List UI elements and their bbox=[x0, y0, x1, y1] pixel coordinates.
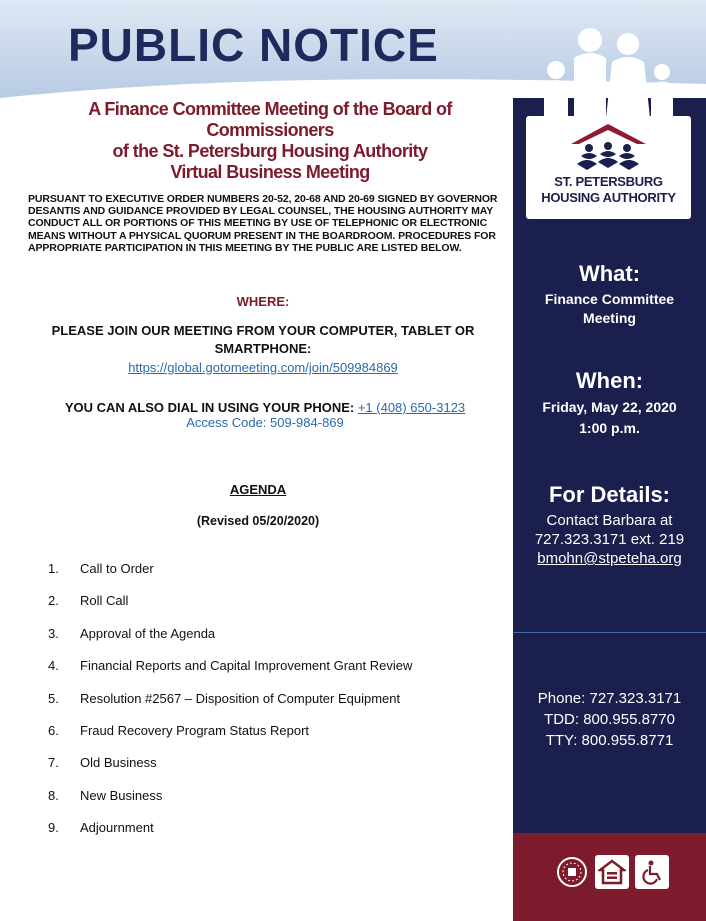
meeting-title-line: A Finance Committee Meeting of the Board of bbox=[88, 99, 452, 119]
details-email-link[interactable]: bmohn@stpeteha.org bbox=[537, 550, 682, 567]
agenda-item-number: 3. bbox=[48, 625, 59, 641]
details-label: For Details: bbox=[548, 482, 671, 507]
what-line: Finance Committee bbox=[544, 291, 675, 307]
footer-icons bbox=[555, 855, 669, 889]
agenda-item bbox=[48, 788, 488, 820]
agenda-item-label: New Business bbox=[80, 787, 163, 803]
agenda-item-number: 8. bbox=[48, 787, 59, 803]
contact-tdd: TDD: 800.955.8770 bbox=[544, 711, 675, 728]
logo-line: ST. PETERSBURG bbox=[554, 174, 663, 189]
agenda-item bbox=[48, 755, 488, 787]
agenda-item bbox=[48, 658, 488, 690]
agenda-item-number: 5. bbox=[48, 690, 59, 706]
pursuant-paragraph: PURSUANT TO EXECUTIVE ORDER NUMBERS 20-52, 20-68 AND 20-69 SIGNED BY GOVERNOR DESANTIS AND GUIDANCE PROVIDED BY LEGAL COUNSEL, THE HOUSING AUTHORITY MAY CONDUCT ALL OR PORTIONS OF THIS MEETING BY USE OF TELEPHONIC OR ELECTRONIC MEANS WITHOUT A PHYSICAL QUORUM PRESENT IN THE BOARDROOM. PROCEDURES FOR APPROPRIATE PARTICIPATION IN THIS MEETING BY THE PUBLIC ARE LISTED BELOW. bbox=[28, 193, 498, 254]
agenda-item bbox=[48, 561, 488, 593]
agenda-item-number: 4. bbox=[48, 658, 59, 674]
agenda-item bbox=[48, 626, 488, 658]
agenda-item-label: Financial Reports and Capital Improvement Grant Review bbox=[80, 658, 413, 674]
where-label: WHERE: bbox=[236, 294, 290, 309]
sidebar-divider bbox=[513, 632, 706, 633]
what-label: What: bbox=[578, 261, 641, 286]
agenda-heading: AGENDA bbox=[229, 482, 287, 497]
agenda-item-number: 6. bbox=[48, 722, 59, 738]
page-title: PUBLIC NOTICE bbox=[68, 19, 439, 71]
dial-in-line bbox=[28, 400, 502, 415]
details-line: Contact Barbara at bbox=[546, 512, 673, 529]
join-line: PLEASE JOIN OUR MEETING FROM YOUR COMPUTER, TABLET OR bbox=[51, 323, 475, 338]
contact-tty: TTY: 800.955.8771 bbox=[545, 732, 674, 749]
what-line: Meeting bbox=[583, 310, 636, 326]
hud-seal-icon bbox=[555, 855, 589, 889]
agenda-item-number: 9. bbox=[48, 820, 59, 836]
when-label: When: bbox=[575, 368, 644, 393]
agenda-item-label: Approval of the Agenda bbox=[80, 625, 216, 641]
agenda-item-number: 1. bbox=[48, 561, 59, 576]
dial-in-text: YOU CAN ALSO DIAL IN USING YOUR PHONE: bbox=[64, 400, 358, 415]
logo-line: HOUSING AUTHORITY bbox=[541, 190, 676, 205]
meeting-title-line: of the St. Petersburg Housing Authority bbox=[112, 141, 428, 161]
agenda-revised: (Revised 05/20/2020) bbox=[196, 514, 320, 528]
meeting-title-line: Virtual Business Meeting bbox=[170, 162, 370, 182]
agenda-item bbox=[48, 723, 488, 755]
when-line: Friday, May 22, 2020 bbox=[542, 399, 677, 415]
logo-wordmark bbox=[526, 174, 691, 206]
meeting-title-line: Commissioners bbox=[206, 120, 334, 140]
contact-phone: Phone: 727.323.3171 bbox=[537, 690, 682, 707]
spha-logo bbox=[526, 116, 691, 219]
accessibility-icon bbox=[635, 855, 669, 889]
agenda-item-label: Fraud Recovery Program Status Report bbox=[80, 722, 310, 738]
agenda-item-number: 7. bbox=[48, 755, 59, 771]
meeting-link[interactable]: https://global.gotomeeting.com/join/509984869 bbox=[128, 360, 398, 375]
agenda-item-label: Call to Order bbox=[80, 561, 154, 576]
agenda-item-label: Roll Call bbox=[80, 593, 129, 609]
agenda-item-label: Old Business bbox=[80, 755, 157, 771]
details-section bbox=[513, 482, 706, 568]
equal-housing-icon bbox=[595, 855, 629, 889]
agenda-item-number: 2. bbox=[48, 593, 59, 609]
join-instructions bbox=[28, 322, 498, 358]
when-line: 1:00 p.m. bbox=[579, 420, 640, 436]
dial-in-phone-link[interactable]: +1 (408) 650-3123 bbox=[357, 400, 466, 415]
house-logo-icon bbox=[567, 122, 650, 172]
meeting-title bbox=[40, 99, 500, 183]
agenda-item bbox=[48, 820, 488, 852]
agenda-item-label: Adjournment bbox=[80, 820, 154, 836]
when-section bbox=[513, 368, 706, 438]
what-section bbox=[513, 261, 706, 328]
agenda-item bbox=[48, 593, 488, 625]
family-illustration bbox=[530, 18, 690, 118]
agenda-list bbox=[48, 561, 488, 853]
agenda-item bbox=[48, 691, 488, 723]
access-code: Access Code: 509-984-869 bbox=[186, 415, 344, 430]
details-line: 727.323.3171 ext. 219 bbox=[534, 531, 685, 548]
join-line: SMARTPHONE: bbox=[214, 341, 312, 356]
contact-section bbox=[513, 688, 706, 751]
agenda-item-label: Resolution #2567 – Disposition of Computer Equipment bbox=[80, 690, 401, 706]
